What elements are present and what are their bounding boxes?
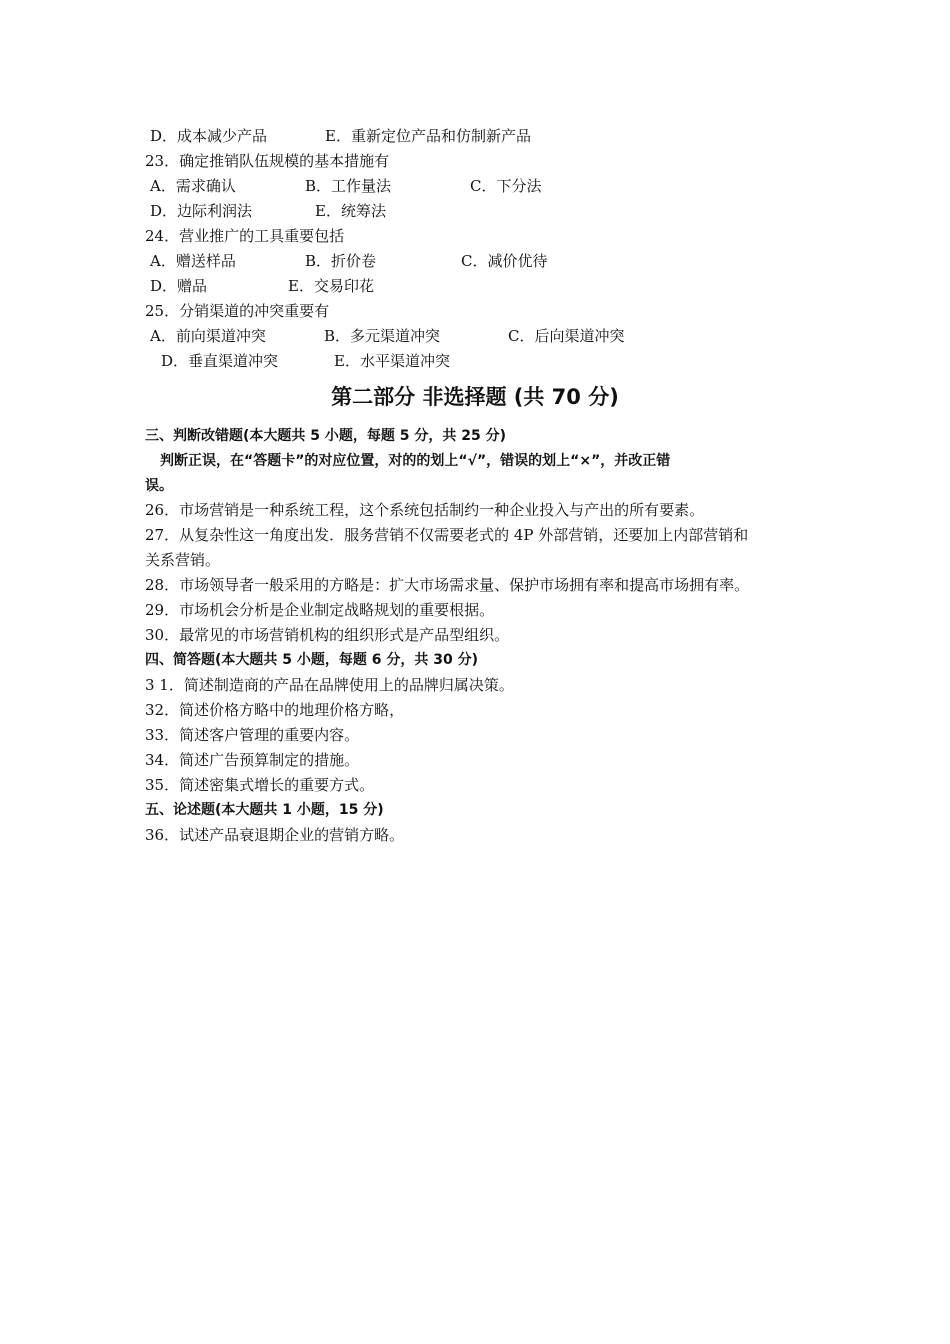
q25-stem: 25．分销渠道的冲突重要有 <box>145 302 330 320</box>
q29-text: 29．市场机会分析是企业制定战略规划的重要根据。 <box>145 601 495 619</box>
q25-option-c: C．后向渠道冲突 <box>508 327 625 345</box>
q24-option-c: C．减价优待 <box>461 252 548 270</box>
q27-text-line2: 关系营销。 <box>145 551 221 569</box>
section-4-heading: 四、简答题(本大题共 5 小题，每题 6 分，共 30 分) <box>145 652 479 668</box>
q23-option-e: E．统筹法 <box>315 202 386 220</box>
q25-option-e: E．水平渠道冲突 <box>334 352 450 370</box>
section-5-heading: 五、论述题(本大题共 1 小题，15 分) <box>145 802 384 818</box>
part-two-title: 第二部分 非选择题 (共 70 分) <box>331 385 619 409</box>
q23-option-a: A．需求确认 <box>150 177 236 195</box>
q35-text: 35．简述密集式增长的重要方式。 <box>145 776 375 794</box>
q33-text: 33．简述客户管理的重要内容。 <box>145 726 360 744</box>
q27-text-line1: 27．从复杂性这一角度出发．服务营销不仅需要老式的 4P 外部营销，还要加上内部营销和 <box>145 526 749 544</box>
q24-stem: 24．营业推广的工具重要包括 <box>145 227 345 245</box>
q36-text: 36．试述产品衰退期企业的营销方略。 <box>145 826 405 844</box>
q24-option-a: A．赠送样品 <box>150 252 236 270</box>
q26-text: 26．市场营销是一种系统工程，这个系统包括制约一种企业投入与产出的所有要素。 <box>145 501 705 519</box>
q34-text: 34．简述广告预算制定的措施。 <box>145 751 360 769</box>
q25-option-b: B．多元渠道冲突 <box>324 327 441 345</box>
q23-stem: 23．确定推销队伍规模的基本措施有 <box>145 152 390 170</box>
q22-option-d: D．成本减少产品 <box>150 127 268 145</box>
section-3-instructions-line2: 误。 <box>145 478 173 494</box>
q32-text: 32．简述价格方略中的地理价格方略， <box>145 701 405 719</box>
q28-text: 28．市场领导者一般采用的方略是：扩大市场需求量、保护市场拥有率和提高市场拥有率。 <box>145 576 750 594</box>
q31-text: 3 1．简述制造商的产品在品牌使用上的品牌归属决策。 <box>145 676 514 694</box>
q25-option-a: A．前向渠道冲突 <box>150 327 266 345</box>
q23-option-c: C．下分法 <box>470 177 542 195</box>
q23-option-b: B．工作量法 <box>305 177 392 195</box>
q30-text: 30．最常见的市场营销机构的组织形式是产品型组织。 <box>145 626 510 644</box>
section-3-instructions-line1: 判断正误，在“答题卡”的对应位置，对的的划上“√”，错误的划上“×”，并改正错 <box>160 453 671 469</box>
q25-option-d: D．垂直渠道冲突 <box>161 352 279 370</box>
q24-option-d: D．赠品 <box>150 277 208 295</box>
q23-option-d: D．边际利润法 <box>150 202 253 220</box>
q24-option-e: E．交易印花 <box>288 277 374 295</box>
section-3-heading: 三、判断改错题(本大题共 5 小题，每题 5 分，共 25 分) <box>145 428 507 444</box>
q24-option-b: B．折价卷 <box>305 252 377 270</box>
q22-option-e: E．重新定位产品和仿制新产品 <box>325 127 531 145</box>
